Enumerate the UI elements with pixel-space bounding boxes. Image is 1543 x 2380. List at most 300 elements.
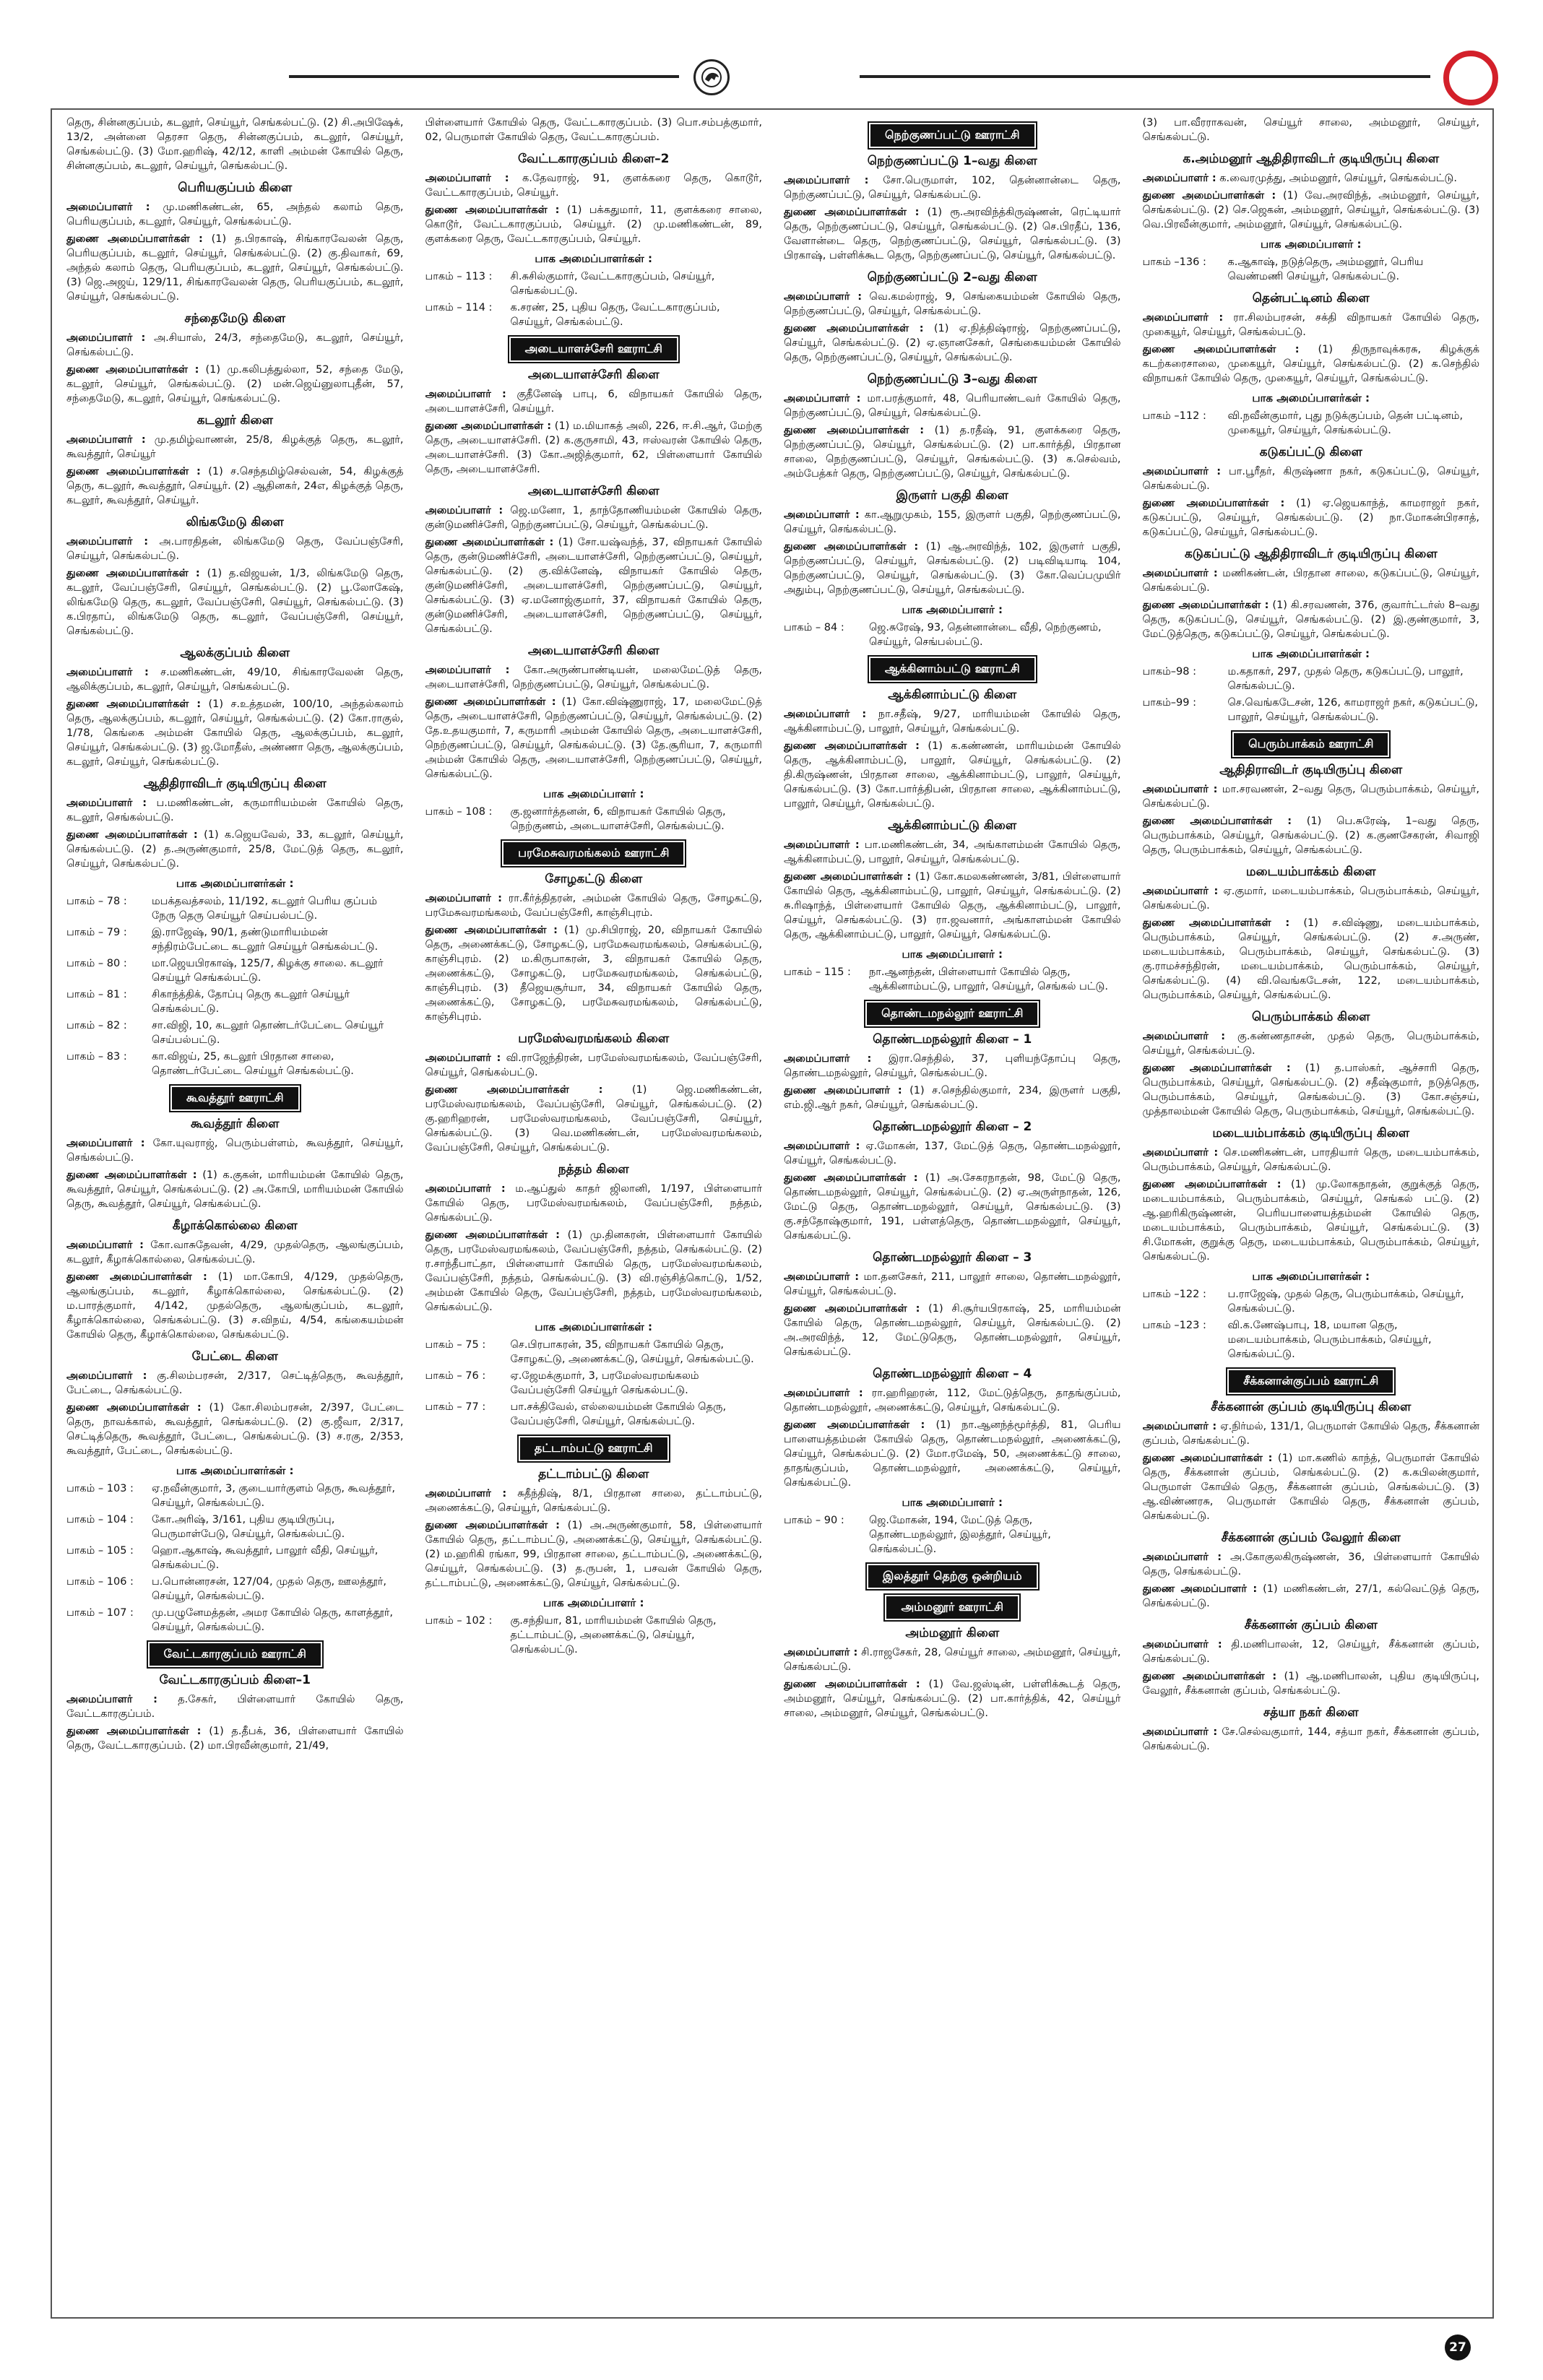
- panchayat-banner: தட்டாம்பட்டு ஊராட்சி: [520, 1437, 667, 1460]
- booth-entry: [784, 1513, 1121, 1557]
- branch-heading: நெற்குணப்பட்டு 1–வது கிளை: [867, 154, 1037, 168]
- role-label: அமைப்பாளர் :: [1142, 466, 1222, 477]
- page-number: 27: [1445, 2334, 1471, 2360]
- member-details: ஏ.மோகன், 137, மேட்டுத் தெரு, தொண்டமநல்லூர், செய்யூர், செங்கல்பட்டு.: [784, 1141, 1121, 1167]
- role-label: அமைப்பாளர் :: [1142, 1031, 1226, 1042]
- branch-heading: அடையாளச்சேரி கிளை: [527, 484, 660, 498]
- booth-organiser: மபக்தவத்சலம், 11/192, கடலூர் பெரிய குப்பம் நேரு தெரு செய்யூர் செய்பல்பட்டு.: [152, 896, 378, 922]
- booth-organiser: ஜெ.மோகன், 194, மேட்டுத் தெரு, தொண்டமநல்லூர், இலத்தூர், செய்யூர், செங்கல்பட்டு.: [869, 1515, 1051, 1555]
- role-label: துணை அமைப்பாளர்கள் :: [784, 1679, 920, 1690]
- role-label: துணை அமைப்பாளர்கள் :: [1142, 1063, 1291, 1074]
- member-entry: [66, 697, 404, 769]
- member-details: சி.ராஜசேகர், 28, செய்யூர் சாலை, அம்மனூர், செய்யூர், செங்கல்பட்டு.: [784, 1647, 1121, 1673]
- member-entry: [784, 1418, 1121, 1490]
- member-details: மா.பரத்குமார், 48, பெரியாண்டவர் கோயில் தெரு, நெற்குணப்பட்டு, செய்யூர், செங்கல்பட்டு.: [784, 393, 1121, 419]
- branch-heading: லிங்கமேடு கிளை: [186, 515, 284, 529]
- role-label: துணை அமைப்பாளர்கள் :: [1142, 498, 1285, 509]
- member-entry: [66, 464, 404, 508]
- member-details: (1) கோ.விஷ்ணுராஜ், 17, மலைமேட்டுத் தெரு, அடையாளச்சேரி, நெற்குணப்பட்டு, செய்யூர், செங்கல்பட்டு. (2) தே.உதயகுமார், 7, கருமாரி அம்மன் கோயில் தெரு, அடையாளச்சேரி, நெற்குணப்பட்டு, செய்யூர், செங்கல்பட்டு. (3) தே.சூரியா, 7, கருமாரி அம்மன் கோயில் தெரு, அடையாளச்சேரி, நெற்குணப்பட்டு, செய்யூர், செங்கல்பட்டு.: [425, 696, 762, 780]
- role-label: துணை அமைப்பாளர்கள் :: [66, 698, 202, 710]
- role-label: அமைப்பாளர் :: [784, 509, 860, 521]
- member-details: பிள்ளையார் கோயில் தெரு, வேட்டகாரகுப்பம். (3) பொ.சம்பத்குமார், 02, பெருமாள் கோயில் தெரு, வேட்டகாரகுப்பம்.: [425, 117, 762, 143]
- booth-number: பாகம் – 104 :: [66, 1514, 134, 1526]
- member-entry: [1143, 464, 1480, 493]
- member-details: (3) பா.வீரராகவன், செய்யூர் சாலை, அம்மனூர், செய்யூர், செங்கல்பட்டு.: [1142, 117, 1479, 143]
- role-label: துணை அமைப்பாளர்கள் :: [66, 1169, 197, 1181]
- member-details: ம.ஆப்துல் காதர் ஜிலானி, 1/197, பிள்ளையார் கோயில் தெரு, பரமேஸ்வரமங்கலம், வேப்பஞ்சேரி, நத்தம், செங்கல்பட்டு.: [425, 1183, 762, 1224]
- booth-subheading: பாக அமைப்பாளர் :: [902, 948, 1003, 961]
- role-label: துணை அமைப்பாளர்கள் :: [66, 829, 198, 841]
- booth-entry: [66, 925, 404, 954]
- member-details: (1) க.குகன், மாரியம்மன் கோயில் தெரு, கூவத்தூர், செய்யூர், செங்கல்பட்டு. (2) அ.கோபி, மாரியம்மன் கோயில் தெரு, கூவத்தூர், செய்யூர், செங்கல்பட்டு.: [66, 1169, 404, 1210]
- panchayat-banner: சீக்கனான்குப்பம் ஊராட்சி: [1229, 1370, 1393, 1393]
- role-label: துணை அமைப்பாளர்கள் :: [425, 696, 556, 708]
- booth-organiser: ப.பொன்னரசன், 127/04, முதல் தெரு, ஊலத்தூர், செய்யூர், செங்கல்பட்டு.: [152, 1576, 386, 1602]
- member-details: (1) கி.சரவணன், 376, குவார்ட்டர்ஸ் 8–வது தெரு, கடுகப்பட்டு, செய்யூர், செங்கல்பட்டு. (2) இ.குண்குமார், 3, மேட்டுத்தெரு, கடுகப்பட்டு, செய்யூர், செங்கல்பட்டு.: [1142, 600, 1479, 640]
- booth-entry: [1143, 696, 1480, 724]
- branch-heading: கடலூர் கிளை: [196, 413, 273, 428]
- role-label: துணை அமைப்பாளர்கள் :: [784, 323, 924, 334]
- member-entry: [784, 1386, 1121, 1415]
- booth-organiser: ஏ.ஜேமக்குமார், 3, பரமேஸ்வரமங்கலம் வேப்பஞ்சேரி செய்யூர் செங்கல்பட்டு.: [510, 1370, 699, 1396]
- booth-organiser: மா.ஜெயபிரகாஷ், 125/7, கிழக்கு சாலை. கடலூர் செய்யூர் செங்கல்பட்டு.: [152, 958, 384, 984]
- role-label: துணை அமைப்பாளர் :: [1142, 1583, 1258, 1595]
- role-label: அமைப்பாளர் :: [784, 175, 869, 186]
- member-details: இரா.செந்தில், 37, புளியந்தோப்பு தெரு, தொண்டமநல்லூர், செய்யூர், செங்கல்பட்டு.: [784, 1053, 1121, 1079]
- booth-organiser: ஹொ.ஆகாஷ், கூவத்தூர், பாலூர் வீதி, செய்யூர், செங்கல்பட்டு.: [152, 1545, 379, 1571]
- booth-organiser: க.ஆகாஷ், நடுத்தெரு, அம்மனூர், பெரிய வெண்மணி செய்யூர், செங்கல்பட்டு.: [1227, 256, 1424, 282]
- member-details: (1) சி.சூர்யபிரகாஷ், 25, மாரியம்மன் கோயில் தெரு, தொண்டமநல்லூர், செய்யூர், செங்கல்பட்டு. (2) அ.அரவிந்த், 12, மேட்டுதெரு, தொண்டமநல்லூர், செய்யூர், செங்கல்பட்டு.: [784, 1303, 1121, 1358]
- booth-entry: [1143, 255, 1480, 284]
- role-label: அமைப்பாளர் :: [425, 173, 509, 184]
- member-details: (1) த.ரதீஷ், 91, குளக்கரை தெரு, நெற்குணப்பட்டு, செய்யூர், செங்கல்பட்டு. (2) பா.கார்த்தி, பிரதான சாலை, நெற்குணப்பட்டு, செய்யூர், செங்கல்பட்டு. (3) க.செல்வம், அம்பேத்கர் தெரு, நெற்குணப்பட்டு, செய்யூர், செங்கல்பட்டு.: [784, 425, 1121, 480]
- panchayat-banner: அடையாளச்சேரி ஊராட்சி: [511, 338, 677, 360]
- member-details: ரா.கீர்த்திதரன், அம்மன் கோயில் தெரு, சோழகட்டு, பரமேசுவரமங்கலம், வேப்பஞ்சேரி, காஞ்சிபுரம்.: [425, 893, 762, 919]
- member-entry: [66, 232, 404, 304]
- member-details: (1) ரூ.அரவிந்த்கிருஷ்ணன், ரெட்டியார் தெரு, நெற்குணப்பட்டு, செய்யூர், செங்கல்பட்டு. (2) செ.பிரதீப், 136, வேளான்டை தெரு, நெற்குணப்பட்டு, செய்யூர், செங்கல்பட்டு. (3) பிரகாஷ், பள்ளிக்கூட தெரு, நெற்குணப்பட்டு, செய்யூர், செங்கல்பட்டு.: [784, 207, 1121, 261]
- member-entry: [66, 566, 404, 639]
- booth-organiser: செ.பிரபாகரன், 35, விநாயகர் கோயில் தெரு, சோழகட்டு, அணைக்கட்டு, செய்யூர், செங்கல்பட்டு.: [510, 1339, 754, 1365]
- role-label: அமைப்பாளர் :: [425, 1183, 506, 1195]
- role-label: அமைப்பாளர் :: [1142, 1552, 1222, 1563]
- booth-number: பாகம் – 115 :: [784, 966, 851, 978]
- booth-number: பாகம் – 113 :: [425, 271, 493, 282]
- member-entry: [1143, 1669, 1480, 1698]
- member-details: (1) ஆ.அரவிந்த், 102, இருளர் பகுதி, நெற்குணப்பட்டு, செய்யூர், செங்கல்பட்டு. (2) படிவிடியாடி 104, நெற்குணப்பட்டு, செய்யூர், செங்கல்பட்டு. (3) கோ.வெப்பமுயிர் அதும்பு, நெற்குணப்பட்டு, செய்யூர், செங்கல்பட்டு.: [784, 541, 1121, 596]
- member-entry: [66, 1238, 404, 1267]
- role-label: அமைப்பாளர் :: [1142, 886, 1219, 897]
- member-details: ரா.சிலம்பரசன், சக்தி விநாயகர் கோயில் தெரு, முகையூர், செய்யூர், செங்கல்பட்டு.: [1142, 312, 1479, 338]
- booth-number: பாகம்–99 :: [1142, 697, 1197, 709]
- role-label: துணை அமைப்பாளர்கள் :: [66, 1271, 207, 1283]
- member-entry: [784, 1052, 1121, 1081]
- booth-number: பாகம் – 75 :: [425, 1339, 486, 1351]
- member-details: (1) வே.அரவிந்த், அம்மனூர், செய்யூர், செங்கல்பட்டு. (2) செ.ஜெகன், அம்மனூர், செய்யூர், செங்கல்பட்டு. (3) வெ.பிரவீன்குமார், அம்மனூர், செய்யூர், செங்கல்பட்டு.: [1142, 190, 1479, 230]
- booth-number: பாகம் – 76 :: [425, 1370, 486, 1382]
- member-details: (1) மு.தினகரன், பிள்ளையார் கோயில் தெரு, பரமேஸ்வரமங்கலம், வேப்பஞ்சேரி, நத்தம், செங்கல்பட்டு. (2) ர.சாந்தீபாட்தா, பிள்ளையார் கோயில் தெரு, பரமேஸ்வரமங்கலம், வேப்பஞ்சேரி, நத்தம், செங்கல்பட்டு. (3) வி.ரஞ்சித்கொட்டு, 1/52, அம்மன் கோயில் தெரு, வேப்பஞ்சேரி, நத்தம், பரமேஸ்வரமங்கலம், செங்கல்பட்டு.: [425, 1229, 762, 1313]
- role-label: அமைப்பாளர் :: [66, 202, 150, 213]
- member-entry: [784, 1677, 1121, 1721]
- member-details: (1) அ.அருண்குமார், 58, பிள்ளையார் கோயில் தெரு, தட்டாம்பட்டு, அணைக்கட்டு, செய்யூர், செங்கல்பட்டு. (2) ம.ஹரிகி ரங்கா, 99, பிரதான சாலை, தட்டாம்பட்டு, அணைக்கட்டு, செய்யூர், செங்கல்பட்டு. (3) த.ருபன், 1, பசவன் கோயில் தெரு, தட்டாம்பட்டு, அணைக்கட்டு, செய்யூர், செங்கல்பட்டு.: [425, 1520, 762, 1589]
- booth-number: பாகம் –136 :: [1142, 256, 1206, 268]
- member-entry: [784, 1139, 1121, 1168]
- role-label: அமைப்பாளர் :: [1142, 1147, 1219, 1159]
- panchayat-banner: வேட்டகாரகுப்பம் ஊராட்சி: [150, 1643, 321, 1666]
- branch-heading: சீக்கனான் குப்பம் கிளை: [1244, 1618, 1378, 1632]
- member-entry: [425, 203, 763, 246]
- member-entry: [66, 116, 404, 173]
- booth-entry: [425, 805, 763, 834]
- member-details: (1) மு.கலிபத்துல்லா, 52, சந்தை மேடு, கடலூர், செய்யூர், செங்கல்பட்டு. (2) மன்.ஜெய்னுலாபுதீன், 57, சந்தைமேடு, கடலூர், செய்யூர், செங்கல்பட்டு.: [66, 364, 404, 404]
- booth-number: பாகம் – 83 :: [66, 1051, 127, 1063]
- member-details: செ.மணிகண்டன், பாரதியார் தெரு, மடையம்பாக்கம், பெரும்பாக்கம், செய்யூர், செங்கல்பட்டு.: [1142, 1147, 1479, 1173]
- member-details: (1) பக்கதுமார், 11, குளக்கரை சாலை, கொடூர், வேட்டகாரகுப்பம், செய்யூர். (2) மு.மணிகண்டன், 89, குளக்கரை தெரு, வேட்டகாரகுப்பம், செய்யூர்.: [425, 204, 762, 245]
- member-details: ஜெ.மனோ, 1, தாந்தோணியம்மன் கோயில் தெரு, குன்டுமணிச்சேரி, நெற்குணப்பட்டு, செய்யூர், செங்கல்பட்டு.: [425, 505, 762, 531]
- branch-heading: அடையாளச்சேரி கிளை: [527, 368, 660, 382]
- role-label: துணை அமைப்பாளர்கள் :: [66, 568, 200, 579]
- role-label: அமைப்பாளர் :: [784, 393, 861, 404]
- branch-heading: தட்டாம்பட்டு கிளை: [538, 1467, 649, 1481]
- role-label: துணை அமைப்பாளர்கள் :: [1142, 600, 1269, 611]
- member-details: கு.கண்ணதாசன், முதல் தெரு, பெரும்பாக்கம், செய்யூர், செங்கல்பட்டு.: [1142, 1031, 1479, 1057]
- role-label: அமைப்பாளர் :: [66, 536, 149, 548]
- member-details: கு.சிலம்பரசன், 2/317, செட்டித்தெரு, கூவத்தூர், பேட்டை, செங்கல்பட்டு.: [66, 1370, 404, 1396]
- member-details: (1) மா.கணில் காந்த், பெருமாள் கோயில் தெரு, சீக்கனான் குப்பம், செங்கல்பட்டு. (2) க.கபிலன்குமார், பெருமாள் கோயில் தெரு, சீக்கனான் குப்பம், செங்கல்பட்டு. (3) ஆ.விண்ணரசு, பெருமாள் கோயில் தெரு, சீக்கனான் குப்பம், செங்கல்பட்டு.: [1142, 1453, 1479, 1522]
- role-label: அமைப்பாளர் :: [784, 709, 867, 720]
- member-entry: [425, 663, 763, 692]
- member-details: மணிகண்டன், பிரதான சாலை, கடுகப்பட்டு, செய்யூர், செங்கல்பட்டு.: [1142, 568, 1479, 594]
- member-details: மா.சரவணன், 2–வது தெரு, பெரும்பாக்கம், செய்யூர், செங்கல்பட்டு.: [1142, 784, 1479, 810]
- member-details: வெ.கமல்ராஜ், 9, செங்கையம்மன் கோயில் தெரு, நெற்குணப்பட்டு, செய்யூர், செங்கல்பட்டு.: [784, 291, 1121, 317]
- booth-entry: [425, 1338, 763, 1367]
- member-entry: [784, 423, 1121, 481]
- member-entry: [66, 331, 404, 360]
- branch-heading: நெற்குணப்பட்டு 3–வது கிளை: [867, 372, 1037, 386]
- member-entry: [66, 433, 404, 462]
- panchayat-banner: அம்மனூர் ஊராட்சி: [886, 1596, 1018, 1619]
- booth-entry: [66, 956, 404, 985]
- member-entry: [1143, 1637, 1480, 1666]
- member-details: (1) கோ.சிலம்பரசன், 2/397, பேட்டை தெரு, நாவக்கால், கூவத்தூர், செங்கல்பட்டு. (2) கு.ஜீவா, 2/317, செட்டித்தெரு, கூவத்தூர், பேட்டை, செங்கல்பட்டு. (3) ச.ரகு, 2/353, கூவத்தூர், பேட்டை, செங்கல்பட்டு.: [66, 1402, 404, 1457]
- booth-number: பாகம் – 90 :: [784, 1515, 844, 1526]
- member-details: வி.ராஜேந்திரன், பரமேஸ்வரமங்கலம், வேப்பஞ்சேரி, செய்யூர், செங்கல்பட்டு.: [425, 1052, 762, 1078]
- panchayat-banner: கூவத்தூர் ஊராட்சி: [172, 1087, 298, 1109]
- role-label: துணை அமைப்பாளர்கள் :: [425, 420, 552, 432]
- booth-organiser: வி.க.ணேஷ்பாபு, 18, மயான தெரு, மடையம்பாக்கம், பெரும்பாக்கம், செய்யூர், செங்கல்பட்டு.: [1227, 1320, 1432, 1360]
- booth-number: பாகம் – 79 :: [66, 927, 127, 938]
- role-label: துணை அமைப்பாளர்கள் :: [1142, 1671, 1277, 1682]
- role-label: துணை அமைப்பாளர்கள் :: [784, 1303, 920, 1315]
- member-entry: [1143, 1146, 1480, 1174]
- role-label: அமைப்பாளர் :: [1142, 1421, 1217, 1432]
- member-entry: [1143, 1061, 1480, 1119]
- branch-heading: ஆதிதிராவிடர் குடியிருப்பு கிளை: [1219, 763, 1403, 777]
- role-label: அமைப்பாளர் :: [425, 1488, 507, 1500]
- role-label: அமைப்பாளர் :: [425, 665, 510, 676]
- booth-entry: [1143, 1287, 1480, 1316]
- member-details: (1) ஆ.மணிபாலன், புதிய குடியிருப்பு, வேலூர், சீக்கனான் குப்பம், செங்கல்பட்டு.: [1142, 1671, 1479, 1697]
- branch-heading: மடையம்பாக்கம் குடியிருப்பு கிளை: [1212, 1126, 1410, 1141]
- member-entry: [1143, 342, 1480, 386]
- role-label: துணை அமைப்பாளர்கள் :: [784, 1172, 918, 1184]
- role-label: துணை அமைப்பாளர்கள் :: [66, 233, 203, 245]
- branch-heading: மடையம்பாக்கம் கிளை: [1245, 865, 1376, 879]
- member-entry: [66, 1724, 404, 1753]
- role-label: துணை அமைப்பாளர்கள் :: [784, 207, 920, 218]
- role-label: அமைப்பாளர் :: [425, 389, 506, 400]
- branch-heading: பேட்டை கிளை: [191, 1349, 278, 1364]
- member-entry: [1143, 814, 1480, 857]
- member-entry: [425, 1228, 763, 1315]
- branch-heading: ஆதிதிராவிடர் குடியிருப்பு கிளை: [143, 776, 327, 791]
- role-label: அமைப்பாளர் :: [1142, 568, 1218, 579]
- member-entry: [1143, 171, 1480, 186]
- member-entry: [1143, 1177, 1480, 1264]
- booth-organiser: கோ.அரிஷ், 3/161, புதிய குடியிருப்பு, பெருமாள்பேடு, செய்யூர், செங்கல்பட்டு.: [152, 1514, 345, 1540]
- booth-organiser: கு.ஜனார்த்தனன், 6, விநாயகர் கோயில் தெரு, நெற்குணம், அடையாளச்சேரி, செங்கல்பட்டு.: [510, 806, 726, 832]
- booth-subheading: பாக அமைப்பாளர் :: [543, 1596, 644, 1609]
- member-details: கோ.அருண்பாண்டியன், மலைமேட்டுத் தெரு, அடையாளச்சேரி, நெற்குணப்பட்டு, செய்யூர், செங்கல்பட்டு.: [425, 665, 762, 691]
- booth-entry: [1143, 1318, 1480, 1362]
- role-label: அமைப்பாளர் :: [425, 893, 502, 904]
- role-label: துணை அமைப்பாளர்கள் :: [1142, 815, 1292, 827]
- member-entry: [784, 870, 1121, 942]
- member-entry: [425, 419, 763, 477]
- branch-heading: சீக்கனான் குப்பம் வேலூர் கிளை: [1221, 1531, 1401, 1545]
- member-entry: [1143, 782, 1480, 811]
- role-label: அமைப்பாளர் :: [66, 332, 146, 344]
- booth-entry: [784, 620, 1121, 649]
- branch-heading: சந்தைமேடு கிளை: [184, 311, 286, 326]
- role-label: துணை அமைப்பாளர்கள் :: [784, 425, 925, 436]
- branch-heading: நத்தம் கிளை: [558, 1162, 629, 1177]
- role-label: துணை அமைப்பாளர்கள் :: [66, 1402, 202, 1414]
- role-label: அமைப்பாளர் :: [66, 797, 147, 809]
- member-entry: [66, 1168, 404, 1211]
- role-label: துணை அமைப்பாளர்கள் :: [66, 466, 201, 477]
- member-entry: [66, 363, 404, 406]
- role-label: அமைப்பாளர் :: [66, 1370, 147, 1382]
- booth-organiser: சி.சுசில்குமார், வேட்டகாரகுப்பம், செய்யூர், செங்கல்பட்டு.: [510, 271, 715, 297]
- branch-heading: கடுகப்பட்டு ஆதிதிராவிடர் குடியிருப்பு கிளை: [1184, 547, 1438, 561]
- booth-entry: [66, 1513, 404, 1541]
- member-entry: [1143, 1451, 1480, 1523]
- booth-subheading: பாக அமைப்பாளர் :: [1260, 238, 1362, 251]
- header-rule-left: [289, 75, 679, 78]
- member-entry: [66, 1692, 404, 1721]
- member-details: (1) மு.சிபிராஜ், 20, விநாயகர் கோயில் தெரு, அணைக்கட்டு, சோழகட்டு, பரமேசுவரமங்கலம், செங்கல்பட்டு, காஞ்சிபுரம். (2) ம.கிருபாகரன், 3, விநாயகர் கோயில் தெரு, அணைக்கட்டு, சோழகட்டு, பரமேசுவரமங்கலம், செங்கல்பட்டு, காஞ்சிபுரம். (3) தீஜெயசூர்யா, 34, விநாயகர் கோயில் தெரு, அணைக்கட்டு, சோழகட்டு, பரமேசுவரமங்கலம், செங்கல்பட்டு, காஞ்சிபுரம்.: [425, 925, 762, 1023]
- role-label: அமைப்பாளர் :: [425, 1052, 501, 1064]
- member-details: பா.மணிகண்டன், 34, அங்காளம்மன் கோயில் தெரு, ஆக்கினாம்பட்டு, பாலூர், செய்யூர், செங்கல்பட்டு.: [784, 839, 1121, 865]
- member-details: அ.பாரதிதன், லிங்கமேடு தெரு, வேப்பஞ்சேரி, செய்யூர், செங்கல்பட்டு.: [66, 536, 404, 562]
- booth-number: பாகம் – 107 :: [66, 1607, 134, 1619]
- member-entry: [66, 1270, 404, 1342]
- role-label: துணை அமைப்பாளர்கள் :: [66, 1726, 202, 1737]
- booth-entry: [66, 1018, 404, 1047]
- branch-heading: ஆக்கினாம்பட்டு கிளை: [888, 818, 1017, 833]
- member-details: (1) ம.மியாகத் அலி, 226, ஈ.சி.ஆர், மேற்கு தெரு, அடையாளச்சேரி. (2) க.குருசாமி, 43, ஈஸ்வரன் கோயில் தெரு, அடையாளச்சேரி. (3) கோ.அஜித்குமார், 62, பிள்ளையார் கோயில் தெரு, அடையாளச்சேரி.: [425, 420, 762, 475]
- member-entry: [784, 391, 1121, 420]
- member-entry: [1143, 189, 1480, 232]
- member-entry: [425, 387, 763, 416]
- member-details: (1) த.விஜயன், 1/3, லிங்கமேடு தெரு, கடலூர், வேப்பஞ்சேரி, செய்யூர், செங்கல்பட்டு. (2) பூ.லோகேஷ், லிங்கமேடு தெரு, கடலூர், வேப்பஞ்சேரி, செய்யூர், செங்கல்பட்டு. (3) க.பிரதாப், லிங்கமேடு தெரு, கடலூர், வேப்பஞ்சேரி, செய்யூர், செங்கல்பட்டு.: [66, 568, 404, 637]
- branch-heading: வேட்டகாரகுப்பம் கிளை–2: [517, 152, 670, 166]
- member-entry: [784, 508, 1121, 537]
- column-1: [66, 116, 404, 2297]
- member-entry: [784, 173, 1121, 202]
- role-label: துணை அமைப்பாளர்கள் :: [784, 871, 912, 883]
- booth-organiser: ஜெ.சுரேஷ், 93, தென்னான்டை வீதி, நெற்குணம், செய்யூர், செங்பல்பட்டு.: [869, 622, 1102, 648]
- member-details: தெரு, சின்னகுப்பம், கடலூர், செய்யூர், செங்கல்பட்டு. (2) சி.அபிஷேக், 13/2, அன்னை தெரசா தெரு, சின்னகுப்பம், கடலூர், செய்யூர், செங்கல்பட்டு. (3) மோ.ஹரிஷ், 42/12, காளி அம்மன் கோயில் தெரு, சின்னகுப்பம், கடலூர், செய்யூர், செங்கல்பட்டு.: [66, 117, 404, 172]
- member-details: (1) நா.ஆனந்த்மூர்த்தி, 81, பெரிய பாளையத்தம்மன் கோயில் தெரு, தொண்டமநல்லூர், அணைக்கட்டு, செய்யூர், செங்கல்பட்டு. (2) மோ.ரமேஷ், 50, அணைக்கட்டு சாலை, தாதங்குப்பம், தொண்டமநல்லூர், அணைக்கட்டு, செய்யூர், செங்கல்பட்டு.: [784, 1419, 1121, 1489]
- booth-entry: [66, 1575, 404, 1604]
- booth-organiser: நா.ஆனந்தன், பிள்ளையார் கோயில் தெரு, ஆக்கினாம்பட்டு, பாலூர், செய்யூர், செங்கல் பட்டு.: [869, 966, 1108, 992]
- member-details: சோ.பெருமாள், 102, தென்னான்டை தெரு, நெற்குணப்பட்டு, செய்யூர், செங்கல்பட்டு.: [784, 175, 1121, 201]
- member-entry: [1143, 884, 1480, 913]
- role-label: அமைப்பாளர் :: [425, 505, 503, 516]
- header-rule-right: [860, 75, 1430, 78]
- role-label: அமைப்பாளர் :: [66, 667, 149, 678]
- member-details: (1) த.பாஸ்கர், ஆச்சாரி தெரு, பெரும்பாக்கம், செய்யூர், செங்கல்பட்டு. (2) சதீஷ்குமார், நடுத்தெரு, பெரும்பாக்கம், செய்யூர், செங்கல்பட்டு. (3) கோ.சஞ்சய், முத்தாலம்மன் கோயில் தெரு, பெரும்பாக்கம், செய்யூர், செங்கல்பட்டு.: [1142, 1063, 1479, 1117]
- booth-number: பாகம் – 81 :: [66, 989, 127, 1000]
- member-details: குதீனேஷ் பாபு, 6, விநாயகர் கோயில் தெரு, அடையாளச்சேரி, செய்யூர்.: [425, 389, 762, 415]
- member-details: (1) கோ.கமலகண்ணன், 3/81, பிள்ளையார் கோயில் தெரு, ஆக்கினாம்பட்டு, பாலூர், செய்யூர், செங்கல்பட்டு. (2) சு.ரிஷாந்த், பிள்ளையார் கோயில் தெரு, ஆக்கினாம்பட்டு, பாலூர், செய்யூர், செங்கல்பட்டு. (3) ரா.ஜவனார், அங்காளம்மன் கோயில் தெரு, ஆக்கினாம்பட்டு, பாலூர், செய்யூர், செங்கல்பட்டு.: [784, 871, 1121, 940]
- member-details: அ.சியாஸ், 24/3, சந்தைமேடு, கடலூர், செய்யூர், செங்கல்பட்டு.: [66, 332, 404, 358]
- member-entry: [1143, 116, 1480, 144]
- branch-heading: அம்மனூர் கிளை: [905, 1626, 1000, 1640]
- member-details: சே.செல்வகுமார், 144, சத்யா நகர், சீக்கனான் குப்பம், செங்கல்பட்டு.: [1142, 1726, 1479, 1752]
- member-details: கோ.யுவராஜ், பெரும்பள்ளம், கூவத்தூர், செய்யூர், செங்கல்பட்டு.: [66, 1138, 404, 1164]
- role-label: துணை அமைப்பாளர்கள் :: [425, 1229, 560, 1241]
- branch-heading: தொண்டமநல்லூர் கிளை – 1: [873, 1032, 1032, 1047]
- role-label: அமைப்பாளர் :: [784, 291, 863, 303]
- member-details: (1) க.கண்ணன், மாரியம்மன் கோயில் தெரு, ஆக்கினாம்பட்டு, பாலூர், செய்யூர், செங்கல்பட்டு. (2) தி.கிருஷ்ணன், பிரதான சாலை, ஆக்கினாம்பட்டு, பாலூர், செய்யூர், செங்கல்பட்டு. (3) கோ.பார்த்திபன், பிரதான சாலை, ஆக்கினாம்பட்டு, பாலூர், செய்யூர், செங்கல்பட்டு.: [784, 740, 1121, 810]
- branch-heading: நெற்குணப்பட்டு 2–வது கிளை: [867, 270, 1037, 285]
- branch-heading: ஆக்கினாம்பட்டு கிளை: [888, 688, 1017, 702]
- booth-number: பாகம் –123 :: [1142, 1320, 1206, 1331]
- booth-subheading: பாக அமைப்பாளர் :: [902, 603, 1003, 616]
- member-details: ரா.ஹரிஹரன், 112, மேட்டுத்தெரு, தாதங்குப்பம், தொண்டமநல்லூர், அணைக்கட்டு, செய்யூர், செங்கல்பட்டு.: [784, 1388, 1121, 1414]
- branch-heading: வேட்டகாரகுப்பம் கிளை–1: [159, 1673, 311, 1687]
- member-entry: [1143, 1029, 1480, 1058]
- role-label: அமைப்பாளர் :: [784, 1053, 872, 1065]
- panchayat-banner: நெற்குணப்பட்டு ஊராட்சி: [870, 124, 1034, 147]
- member-entry: [784, 1645, 1121, 1674]
- booth-number: பாகம் – 77 :: [425, 1401, 486, 1413]
- booth-entry: [425, 269, 763, 298]
- member-details: (1) மணிகண்டன், 27/1, கல்வெட்டுத் தெரு, செங்கல்பட்டு.: [1142, 1583, 1479, 1609]
- member-details: ப.மணிகண்டன், கருமாரியம்மன் கோயில் தெரு, கடலூர், செங்கல்பட்டு.: [66, 797, 404, 823]
- member-entry: [66, 535, 404, 563]
- booth-number: பாகம் – 103 :: [66, 1483, 134, 1494]
- role-label: துணை அமைப்பாளர்கள் :: [1142, 1453, 1273, 1464]
- booth-subheading: பாக அமைப்பாளர்கள் :: [176, 1464, 294, 1477]
- role-label: அமைப்பாளர் :: [1142, 784, 1218, 795]
- member-details: மா.தனசேகர், 211, பாலூர் சாலை, தொண்டமநல்லூர், செய்யூர், செங்கல்பட்டு.: [784, 1271, 1121, 1297]
- role-label: அமைப்பாளர் :: [784, 1647, 858, 1658]
- role-label: அமைப்பாளர் :: [66, 1138, 145, 1149]
- member-entry: [1143, 1582, 1480, 1611]
- role-label: அமைப்பாளர் :: [66, 434, 146, 446]
- role-label: துணை அமைப்பாளர் :: [784, 1085, 902, 1096]
- role-label: துணை அமைப்பாளர்கள் :: [425, 1520, 560, 1531]
- role-label: அமைப்பாளர் :: [1142, 1639, 1222, 1650]
- member-details: கோ.வாசுதேவன், 4/29, முதல்தெரு, ஆலங்குப்பம், கடலூர், கீழாக்கொல்லை, செங்கல்பட்டு.: [66, 1239, 404, 1265]
- branch-heading: தொண்டமநல்லூர் கிளை – 4: [873, 1367, 1032, 1381]
- member-entry: [425, 116, 763, 144]
- member-details: (1) ச.செந்தமிழ்செல்வன், 54, கிழக்குத் தெரு, கடலூர், கூவத்தூர், செய்யூர். (2) ஆதினகர், 24எ, கிழக்குத் தெரு, கடலூர், கூவத்தூர், செய்யூர்.: [66, 466, 404, 506]
- member-details: (1) திருநாவுக்கரசு, கிழக்குக் கடற்கரைசாலை, முகையூர், செய்யூர், செங்கல்பட்டு. (2) க.செந்தில் விநாயகர் கோயில் தெரு, முகையூர், செய்யூர், செங்கல்பட்டு.: [1142, 344, 1479, 384]
- member-entry: [425, 891, 763, 920]
- booth-organiser: க.சரண், 25, புதிய தெரு, வேட்டகாரகுப்பம், செய்யூர், செங்கல்பட்டு.: [510, 302, 720, 328]
- member-entry: [784, 290, 1121, 319]
- booth-organiser: சிகாந்த்திக், தோப்பு தெரு கடலூர் செய்யூர் செங்கல்பட்டு.: [152, 989, 350, 1015]
- booth-subheading: பாக அமைப்பாளர்கள் :: [1252, 391, 1370, 404]
- booth-organiser: வி.நவீன்குமார், புது நடுக்குப்பம், தென் பட்டினம், முகையூர், செய்யூர், செங்கல்பட்டு.: [1227, 410, 1464, 436]
- member-details: பா.பூரீதர், கிருஷ்ணா நகர், கடுகப்பட்டு, செய்யூர், செங்கல்பட்டு.: [1142, 466, 1479, 492]
- member-details: (1) ச.விஷ்ணு, மடையம்பாக்கம், பெரும்பாக்கம், செய்யூர், செங்கல்பட்டு. (2) ச.அருண், மடையம்பாக்கம், பெரும்பாக்கம், செய்யூர், செங்கல்பட்டு. (3) கு.ராமச்சந்திரன், மடையம்பாக்கம், பெரும்பாக்கம், செய்யூர், செங்கல்பட்டு. (4) வி.வெங்கடேசன், 122, மடையம்பாக்கம், பெரும்பாக்கம், செய்யூர், செங்கல்பட்டு.: [1142, 917, 1479, 1001]
- booth-organiser: இ.ராஜேஷ், 90/1, தண்டுமாரியம்மன் சந்திரம்பேட்டை கடலூர் செய்யூர் செங்கல்பட்டு.: [152, 927, 379, 953]
- role-label: அமைப்பாளர் :: [784, 1388, 863, 1399]
- role-label: அமைப்பாளர் :: [784, 839, 860, 851]
- booth-entry: [1143, 409, 1480, 438]
- member-details: ஏ.குமார், மடையம்பாக்கம், பெரும்பாக்கம், செய்யூர், செங்கல்பட்டு.: [1142, 886, 1479, 912]
- member-entry: [66, 1136, 404, 1165]
- member-entry: [66, 1369, 404, 1398]
- member-entry: [66, 200, 404, 229]
- role-label: துணை அமைப்பாளர்கள் :: [66, 364, 199, 376]
- booth-organiser: ம.கதாகர், 297, முதல் தெரு, கடுகப்பட்டு, பாலூர், செங்கல்பட்டு.: [1227, 666, 1464, 692]
- member-entry: [784, 838, 1121, 867]
- booth-number: பாகம் –122 :: [1142, 1289, 1206, 1300]
- member-entry: [784, 1270, 1121, 1299]
- booth-subheading: பாக அமைப்பாளர் :: [902, 1496, 1003, 1509]
- role-label: அமைப்பாளர் :: [1142, 312, 1224, 324]
- member-details: நா.சதீஷ், 9/27, மாரியம்மன் கோயில் தெரு, ஆக்கினாம்பட்டு, பாலூர், செய்யூர், செங்கல்பட்டு.: [784, 709, 1121, 735]
- booth-organiser: மு.பழுனேமத்தன், அமர கோயில் தெரு, காளத்தூர், செய்யூர், செங்கல்பட்டு.: [152, 1607, 393, 1633]
- member-entry: [66, 828, 404, 871]
- member-details: (1) க.ஜெயவேல், 33, கடலூர், செய்யூர், செங்கல்பட்டு. (2) த.அருண்குமார், 25/8, மேட்டுத் தெரு, கடலூர், செய்யூர், செங்கல்பட்டு.: [66, 829, 404, 870]
- booth-number: பாகம் – 84 :: [784, 622, 844, 633]
- member-details: மு.மணிகண்டன், 65, அந்தல் கலாம் தெரு, பெரியகுப்பம், கடலூர், செய்யூர், செங்கல்பட்டு.: [66, 202, 404, 228]
- role-label: அமைப்பாளர் :: [1142, 173, 1216, 184]
- booth-entry: [66, 1606, 404, 1635]
- member-entry: [784, 1171, 1121, 1243]
- corner-circle-icon: [1443, 51, 1498, 105]
- role-label: அமைப்பாளர் :: [66, 1694, 157, 1705]
- member-entry: [784, 1302, 1121, 1359]
- booth-subheading: பாக அமைப்பாளர்கள் :: [176, 877, 294, 890]
- booth-entry: [66, 987, 404, 1016]
- booth-number: பாகம் – 114 :: [425, 302, 493, 313]
- panchayat-banner: இலத்தூர் தெற்கு ஒன்றியம்: [868, 1565, 1037, 1588]
- member-entry: [66, 1401, 404, 1458]
- role-label: துணை அமைப்பாளர்கள் :: [1142, 1179, 1281, 1190]
- member-entry: [1143, 1725, 1480, 1754]
- column-3: [784, 116, 1121, 2297]
- role-label: துணை அமைப்பாளர்கள் :: [425, 925, 558, 936]
- booth-number: பாகம் – 106 :: [66, 1576, 134, 1588]
- member-entry: [784, 707, 1121, 736]
- booth-number: பாகம் – 82 :: [66, 1020, 127, 1031]
- member-entry: [425, 1182, 763, 1225]
- branch-heading: ஆலக்குப்பம் கிளை: [180, 646, 290, 660]
- member-details: (1) அ.சேகரநாதன், 98, மேட்டு தெரு, தொண்டமநல்லூர், செய்யூர், செங்கல்பட்டு. (2) ஏ.அருள்நாதன், 126, மேட்டு தெரு, தொண்டமநல்லூர், செய்யூர், செங்கல்பட்டு. (3) கு.சந்தோஷ்குமார், 191, பள்ளத்தெரு, தொண்டமநல்லூர், செய்யூர், செங்கல்பட்டு.: [784, 1172, 1121, 1242]
- booth-entry: [66, 1481, 404, 1510]
- member-entry: [1143, 311, 1480, 339]
- booth-number: பாகம் – 78 :: [66, 896, 127, 907]
- branch-heading: கடுகப்பட்டு கிளை: [1259, 445, 1362, 459]
